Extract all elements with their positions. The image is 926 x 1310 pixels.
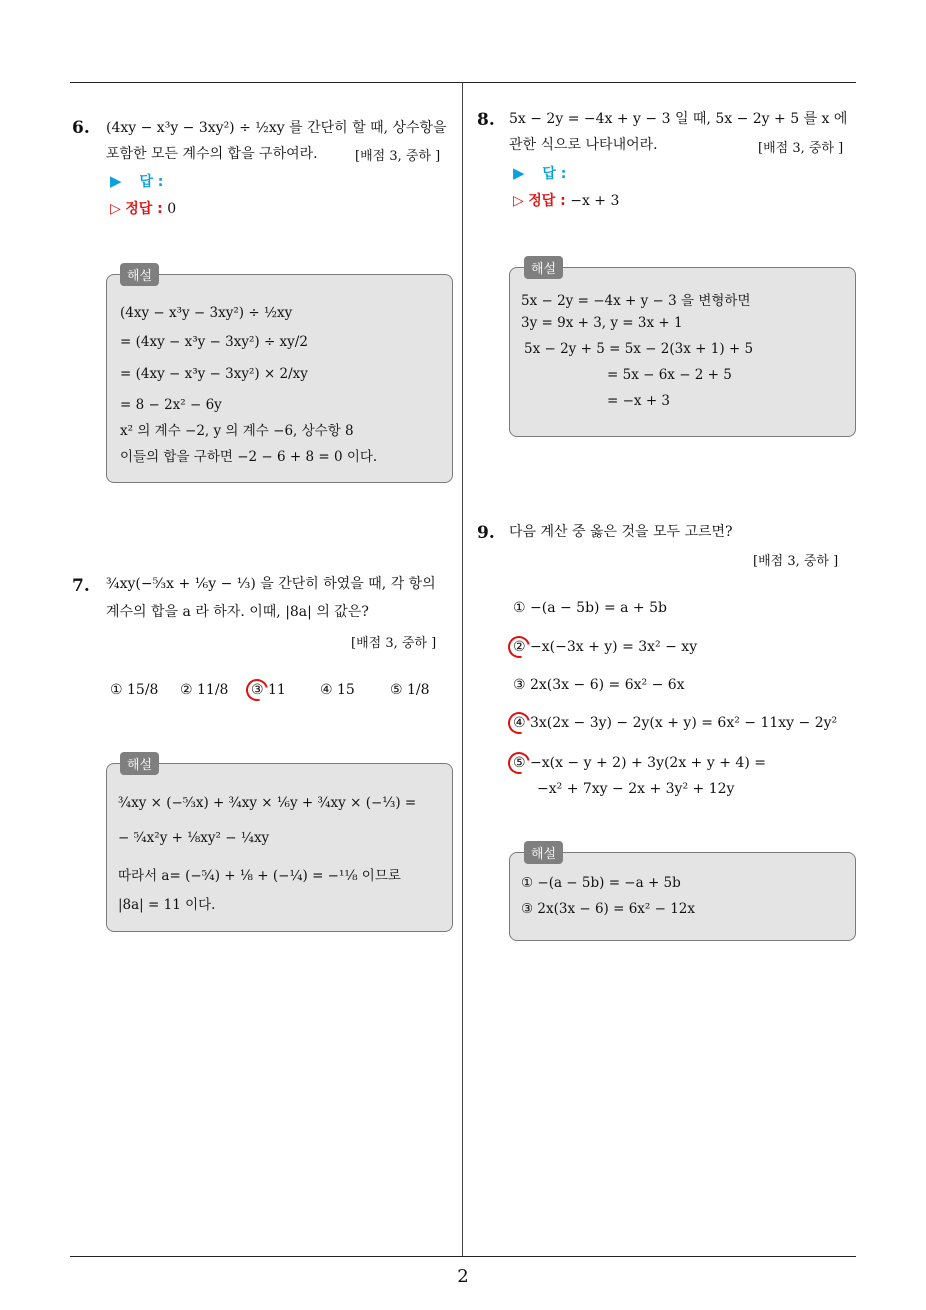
q7-line2: 계수의 합을 a 라 하자. 이때, |8a| 의 값은?: [106, 604, 369, 620]
q6-number: 6.: [72, 118, 90, 138]
q9-choice-1[interactable]: ① −(a − 5b) = a + 5b: [513, 600, 667, 616]
q9-choice-3[interactable]: ③ 2x(3x − 6) = 6x² − 6x: [513, 677, 685, 693]
answer-label: 답 :: [542, 166, 567, 182]
q7-explain-line: 따라서 a= (−⁵⁄₄) + ⅛ + (−¼) = −¹¹⁄₈ 이므로: [118, 868, 401, 884]
correct-value: −x + 3: [570, 193, 620, 209]
q8-explain-line: = −x + 3: [607, 393, 671, 409]
correct-label: 정답 :: [528, 193, 566, 209]
top-rule: [70, 82, 856, 83]
q8-number: 8.: [477, 110, 495, 130]
q7-choice-4[interactable]: ④ 15: [320, 682, 355, 698]
q7-explain-line: − ⁵⁄₄x²y + ⅛xy² − ¼xy: [118, 830, 270, 846]
q7-explain-tag: 해설: [120, 752, 159, 775]
q7-choice-1[interactable]: ① 15/8: [110, 682, 159, 698]
q6-explain-line: = (4xy − x³y − 3xy²) × 2/xy: [120, 366, 308, 382]
q9-explain-line: ③ 2x(3x − 6) = 6x² − 12x: [521, 901, 696, 917]
q8-explain-line: 5x − 2y + 5 = 5x − 2(3x + 1) + 5: [524, 341, 754, 357]
q9-choice-2[interactable]: ② −x(−3x + y) = 3x² − xy: [513, 639, 698, 655]
q7-line1: ¾xy(−⁵⁄₃x + ⅙y − ⅓) 을 간단히 하였을 때, 각 항의: [106, 576, 436, 592]
correct-label: 정답 :: [125, 201, 163, 217]
q8-answer: [513, 160, 566, 187]
q7-choice-5[interactable]: ⑤ 1/8: [390, 682, 430, 698]
q7-meta: [배점 3, 중하 ]: [351, 636, 437, 651]
q8-explain-line: = 5x − 6x − 2 + 5: [607, 367, 732, 383]
q9-explain-tag: 해설: [524, 841, 563, 864]
page-number: 2: [457, 1266, 469, 1287]
q6-explain-tag: 해설: [120, 263, 159, 286]
q7-explain-line: |8a| = 11 이다.: [118, 897, 216, 913]
red-triangle-icon: ▷: [110, 201, 121, 217]
q9-number: 9.: [477, 523, 495, 543]
q7-explain-line: ¾xy × (−⁵⁄₃x) + ¾xy × ⅙y + ¾xy × (−⅓) =: [118, 795, 417, 811]
q6-explain-line: = (4xy − x³y − 3xy²) ÷ xy/2: [120, 334, 308, 350]
blue-triangle-icon: ▶: [110, 172, 122, 190]
q6-explain-line: = 8 − 2x² − 6y: [120, 397, 222, 413]
q8-explain-line: 5x − 2y = −4x + y − 3 을 변형하면: [521, 293, 751, 309]
q9-choice-4[interactable]: ④ 3x(2x − 3y) − 2y(x + y) = 6x² − 11xy − 2y²: [513, 715, 838, 731]
q6-meta: [배점 3, 중하 ]: [355, 149, 441, 164]
q9-meta: [배점 3, 중하 ]: [753, 554, 839, 569]
column-divider: [462, 83, 463, 1257]
q6-answer: [110, 168, 163, 195]
blue-triangle-icon: ▶: [513, 164, 525, 182]
q7-choice-3[interactable]: ③ 11: [251, 682, 286, 698]
q6-explain-line: x² 의 계수 −2, y 의 계수 −6, 상수항 8: [120, 423, 354, 439]
q9-explain-box: [509, 852, 856, 941]
q6-line1: (4xy − x³y − 3xy²) ÷ ½xy 를 간단히 할 때, 상수항을: [106, 120, 447, 136]
bottom-rule: [70, 1256, 856, 1257]
q7-number: 7.: [72, 576, 90, 596]
q8-explain-line: 3y = 9x + 3, y = 3x + 1: [521, 315, 683, 331]
q8-correct: [513, 188, 619, 214]
q9-choice-5-cont: −x² + 7xy − 2x + 3y² + 12y: [537, 781, 735, 797]
answer-label: 답 :: [139, 174, 164, 190]
q8-explain-tag: 해설: [524, 256, 563, 279]
q8-meta: [배점 3, 중하 ]: [758, 141, 844, 156]
q9-line1: 다음 계산 중 옳은 것을 모두 고르면?: [509, 524, 733, 540]
q8-line2: 관한 식으로 나타내어라.: [509, 137, 658, 153]
q7-choice-2[interactable]: ② 11/8: [180, 682, 229, 698]
red-triangle-icon: ▷: [513, 193, 524, 209]
q6-explain-line: 이들의 합을 구하면 −2 − 6 + 8 = 0 이다.: [120, 449, 378, 465]
q9-choice-5[interactable]: ⑤ −x(x − y + 2) + 3y(2x + y + 4) =: [513, 755, 766, 771]
selected-circle-icon: [242, 675, 272, 705]
q8-line1: 5x − 2y = −4x + y − 3 일 때, 5x − 2y + 5 를 x 에: [509, 111, 848, 127]
q6-explain-line: (4xy − x³y − 3xy²) ÷ ½xy: [120, 305, 293, 321]
q9-explain-line: ① −(a − 5b) = −a + 5b: [521, 875, 681, 891]
q6-line2: 포함한 모든 계수의 합을 구하여라.: [106, 146, 318, 162]
q6-correct: [110, 196, 176, 222]
correct-value: 0: [167, 201, 177, 217]
